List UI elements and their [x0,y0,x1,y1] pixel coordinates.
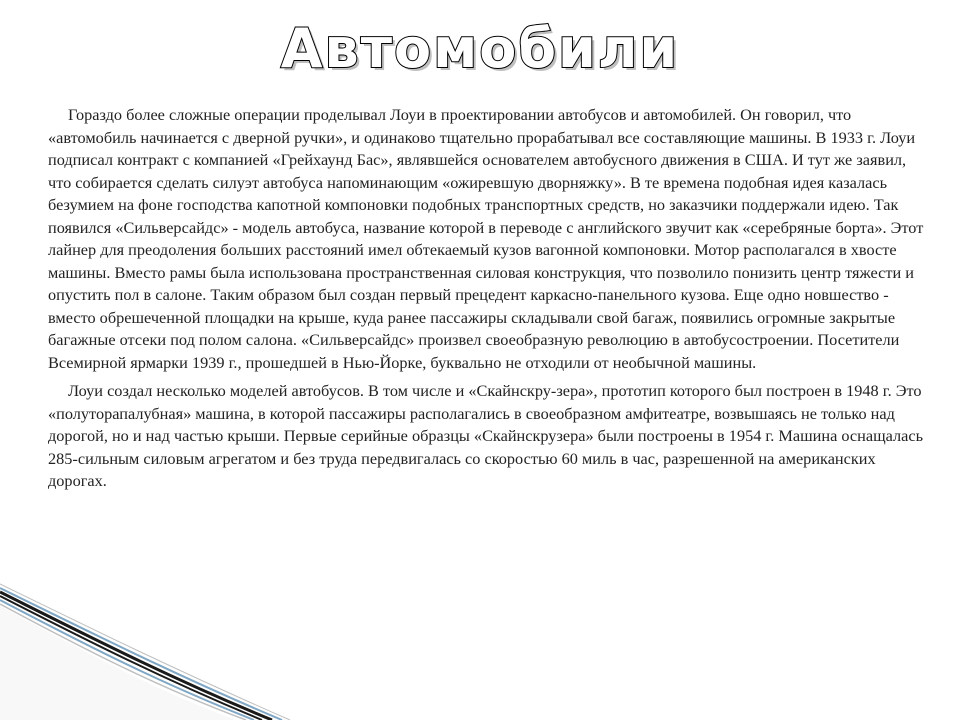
body-paragraph-2: Лоуи создал несколько моделей автобусов. В том числе и «Скайнскру-зера», прототип которого был построен в 1948 г. Это «полуторапалубная» машина, в которой пассажиры располагались в своеобразном амфитеатре, возвышаясь не только над дорогой, но и над частью крыши. Первые серийные образцы «Скайнскрузера» были построены в 1954 г. Машина оснащалась 285-сильным силовым агрегатом и без труда передвигалась со скоростью 60 миль в час, разрешенной на американских дорогах. [48,381,923,490]
body-paragraph-1: Гораздо более сложные операции проделывал Лоуи в проектировании автобусов и автомобилей. Он говорил, что «автомобиль начинается с дверной ручки», и одинаково тщательно прорабатывал все составляющие машины. В 1933 г. Лоуи подписал контракт с компанией «Грейхаунд Бас», являвшейся основателем автобусного движения в США. И тут же заявил, что собирается сделать силуэт автобуса напоминающим «ожиревшую дворняжку». В те времена подобная идея казалась безумием на фоне господства капотной компоновки подобных транспортных средств, но заказчики поддержали идею. Так появился «Сильверсайдс» - модель автобуса, название которой в переводе с английского звучит как «серебряные борта». Этот лайнер для преодоления больших расстояний имел обтекаемый кузов вагонной компоновки. Мотор располагался в хвосте машины. Вместо рамы была использована пространственная силовая конструкция, что позволило понизить центр тяжести и опустить пол в салоне. Таким образом был создан первый прецедент каркасно-панельного кузова. Еще одно новшество - вместо обрешеченной площадки на крыше, куда ранее пассажиры складывали свой багаж, появились огромные закрытые багажные отсеки под полом салона. «Сильверсайдс» произвел своеобразную революцию в автобусостроении. Посетители Всемирной ярмарки 1939 г., прошедшей в Нью-Йорке, буквально не отходили от необычной машины. [48,105,924,372]
slide-body [48,104,924,493]
decorative-wave-lines [0,580,340,720]
slide-title: Автомобили [280,17,680,80]
